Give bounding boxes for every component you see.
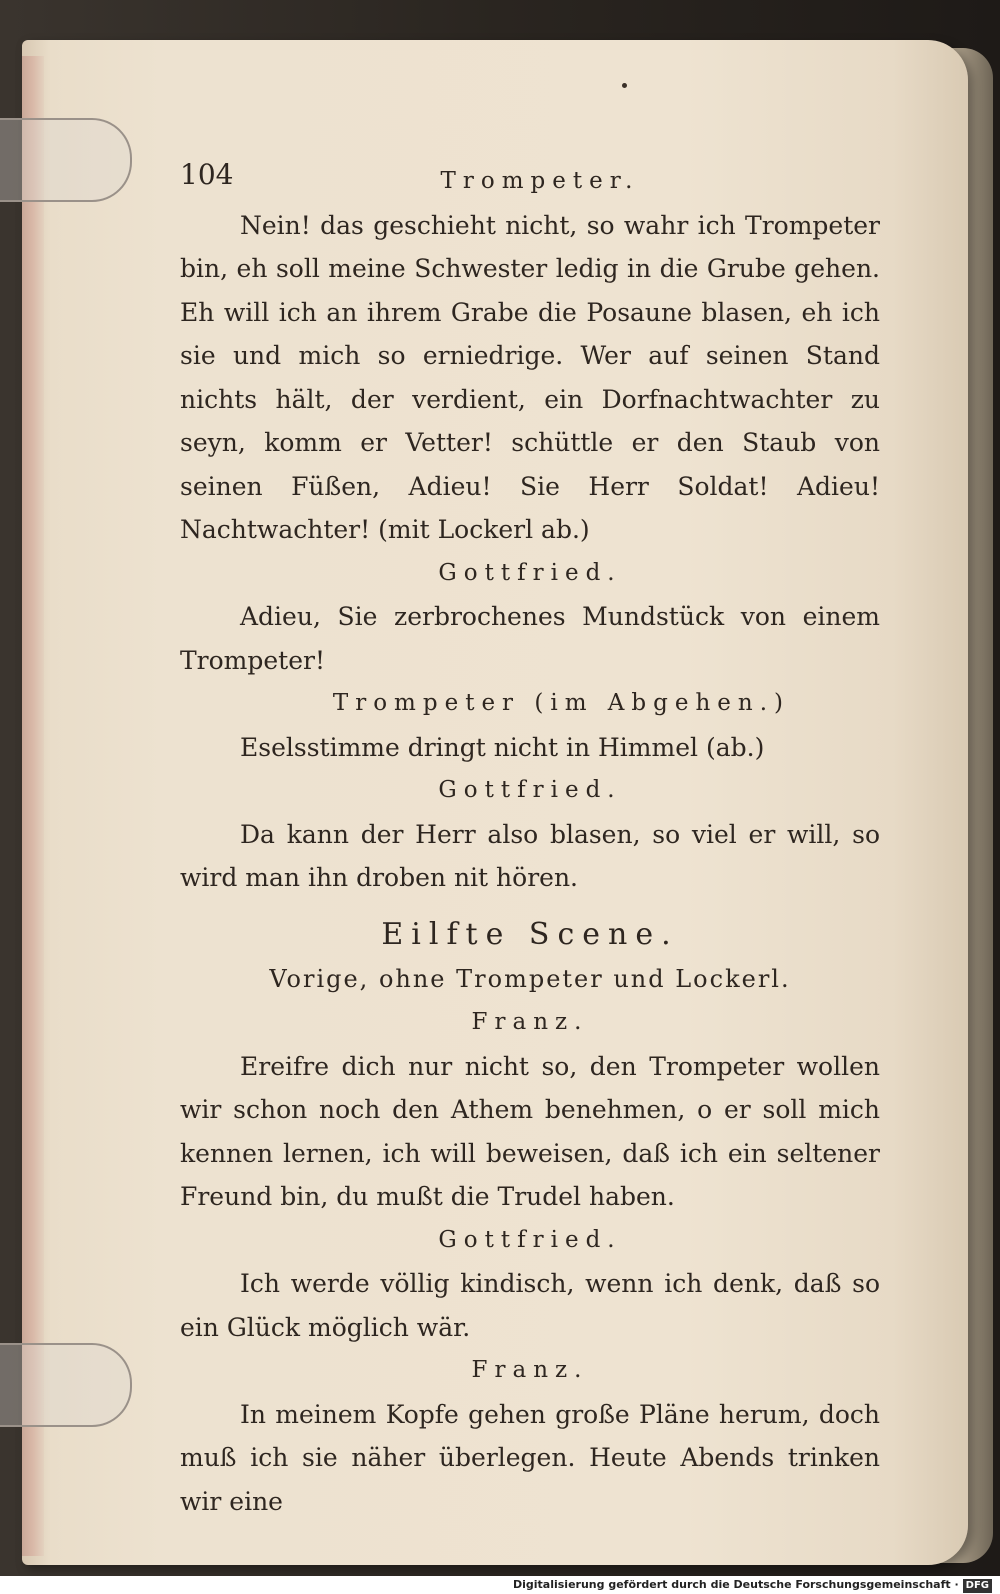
speaker-heading: Trompeter (im Abgehen.) [332,690,790,716]
scene-title: Eilfte Scene. [381,916,679,952]
speaker-heading: Franz. [471,1357,589,1383]
paragraph: Eselsstimme dringt nicht in Himmel (ab.) [240,732,765,762]
page-clip-top [0,118,132,202]
speaker-heading: Trompeter. [440,168,640,194]
dfg-logo: DFG [963,1579,992,1593]
paragraph: Ereifre dich nur nicht so, den Trompeter wollen wir schon noch den Athem benehmen, o er soll mich kennen lernen, ich will beweisen, daß ich ein seltener Freund bin, du mußt die Trudel haben. [180,1051,880,1211]
ink-dot [622,83,627,88]
paragraph: Nein! das geschieht nicht, so wahr ich Trompeter bin, eh soll meine Schwester ledig in die Grube gehen. Eh will ich an ihrem Grabe die Posaune blasen, eh ich sie und mich so erniedrige. Wer auf seinen Stand nichts hält, der verdient, ein Dorfnachtwachter zu seyn, komm er Vetter! schüttle er den Staub von seinen Füßen, Adieu! Sie Herr Soldat! Adieu! Nachtwachter! (mit Lockerl ab.) [180,210,880,544]
paragraph: Da kann der Herr also blasen, so viel er will, so wird man ihn droben nit hören. [180,819,880,892]
paragraph: Adieu, Sie zerbrochenes Mundstück von einem Trompeter! [180,602,880,675]
paragraph: In meinem Kopfe gehen große Pläne herum, doch muß ich sie näher überlegen. Heute Abends trinken wir eine [180,1399,880,1516]
speaker-heading: Gottfried. [438,777,622,803]
page-number: 104 [180,158,234,191]
page-gutter [22,56,44,1556]
speaker-heading: Gottfried. [438,559,622,586]
page-text [180,160,880,1523]
paragraph: Ich werde völlig kindisch, wenn ich denk, daß so ein Glück möglich wär. [180,1269,880,1342]
speaker-heading: Gottfried. [438,1226,622,1253]
footer-text: Digitalisierung gefördert durch die Deutsche Forschungsgemeinschaft · [512,1578,959,1591]
digitization-footer [0,1576,1000,1594]
page-clip-bottom [0,1343,132,1427]
scene-subtitle: Vorige, ohne Trompeter und Lockerl. [269,964,791,993]
speaker-heading: Franz. [471,1009,589,1035]
